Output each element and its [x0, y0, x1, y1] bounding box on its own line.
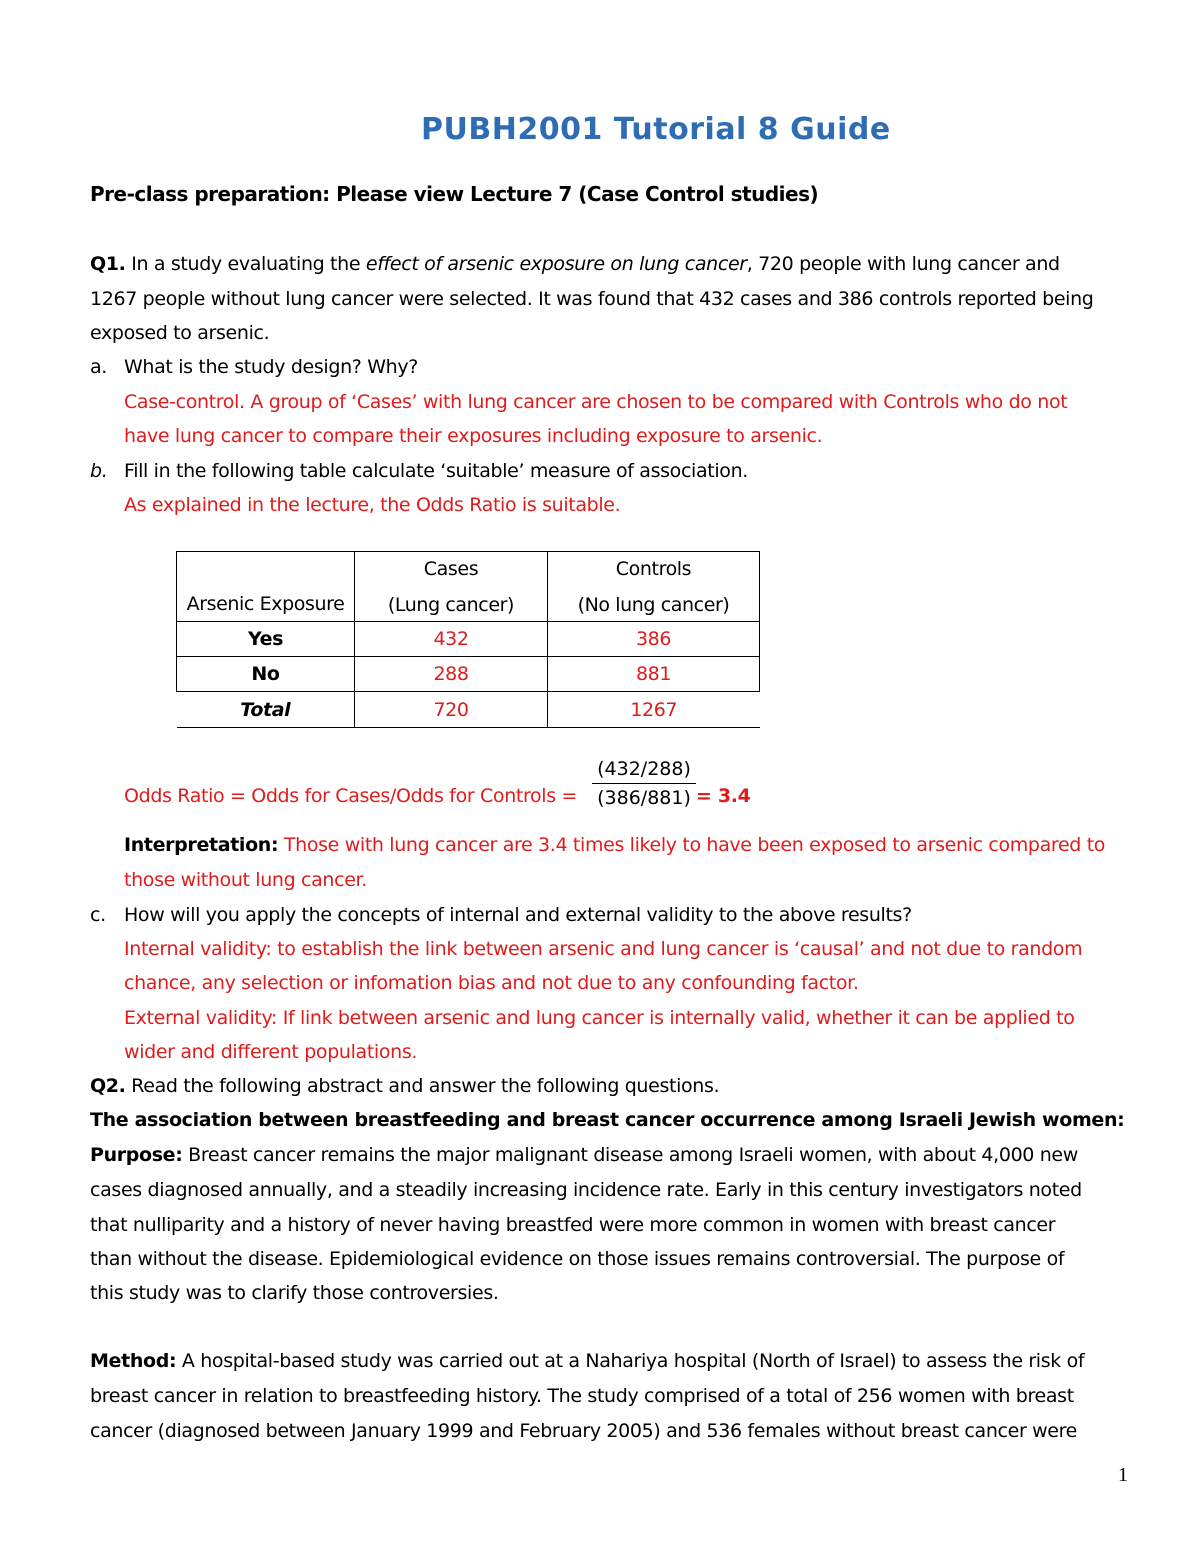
q2-line [90, 1077, 719, 1096]
method-line-3: cancer (diagnosed between January 1999 and February 2005) and 536 females without breast cancer were [90, 1420, 1078, 1442]
header-controls-line2: (No lung cancer) [577, 593, 730, 616]
purpose-line-2: cases diagnosed annually, and a steadily increasing incidence rate. Early in this century investigators noted [90, 1179, 1082, 1201]
header-exposure-label: Arsenic Exposure [186, 593, 345, 615]
row-label: Yes [177, 622, 355, 657]
q1a-marker: a. [90, 356, 107, 378]
header-controls [548, 552, 760, 622]
method-line-1 [90, 1352, 1084, 1371]
method-line-2: breast cancer in relation to breastfeeding history. The study comprised of a total of 256 women with breast [90, 1385, 1074, 1407]
q1-line-2: 1267 people without lung cancer were selected. It was found that 432 cases and 386 controls reported being [90, 288, 1094, 310]
abstract-title: The association between breastfeeding and breast cancer occurrence among Israeli Jewish women: [90, 1109, 1125, 1131]
q1-line-3: exposed to arsenic. [90, 322, 270, 344]
purpose-line-1 [90, 1146, 1078, 1165]
purpose-text-1: Breast cancer remains the major malignant disease among Israeli women, with about 4,000 new [182, 1144, 1078, 1166]
row-cases: 288 [355, 657, 548, 692]
q1b-marker: b. [90, 460, 108, 482]
interpretation-text-1: Those with lung cancer are 3.4 times likely to have been exposed to arsenic compared to [278, 834, 1106, 856]
table-row [177, 657, 760, 692]
external-validity-1: External validity: If link between arsenic and lung cancer is internally valid, whether it can be applied to [124, 1007, 1075, 1029]
header-cases-line1: Cases [423, 557, 479, 580]
q1-line-1 [90, 255, 1060, 274]
purpose-line-3: that nulliparity and a history of never having breastfed were more common in women with breast cancer [90, 1214, 1056, 1236]
q1b-answer: As explained in the lecture, the Odds Ratio is suitable. [124, 494, 621, 516]
odds-denominator: (386/881) [597, 787, 691, 809]
row-label: Total [177, 692, 355, 728]
purpose-label: Purpose: [90, 1144, 183, 1166]
interpretation-line-2: those without lung cancer. [124, 869, 367, 891]
row-cases: 720 [355, 692, 548, 728]
table-row [177, 692, 760, 728]
exposure-table [176, 551, 760, 728]
q1c-marker: c. [90, 904, 106, 926]
header-exposure [177, 552, 355, 622]
row-cases: 432 [355, 622, 548, 657]
q1-label: Q1. [90, 253, 126, 275]
page-number: 1 [1118, 1464, 1128, 1486]
q1-text-pre: In a study evaluating the [125, 253, 366, 275]
internal-validity-2: chance, any selection or infomation bias and not due to any confounding factor. [124, 972, 859, 994]
q1a-question: What is the study design? Why? [124, 356, 418, 378]
q1a-answer-1: Case-control. A group of ‘Cases’ with lung cancer are chosen to be compared with Controls who do not [124, 391, 1068, 413]
q1c-question: How will you apply the concepts of internal and external validity to the above results? [124, 904, 912, 926]
odds-ratio-label: Odds Ratio = Odds for Cases/Odds for Controls = [124, 785, 578, 807]
header-cases [355, 552, 548, 622]
q1-text-italic: effect of arsenic exposure on lung cancer [365, 253, 747, 275]
header-controls-line1: Controls [615, 557, 692, 580]
purpose-line-5: this study was to clarify those controversies. [90, 1282, 499, 1304]
table-row [177, 622, 760, 657]
fraction-bar [592, 783, 696, 784]
internal-validity-1: Internal validity: to establish the link between arsenic and lung cancer is ‘causal’ and not due to random [124, 938, 1083, 960]
external-validity-2: wider and different populations. [124, 1041, 418, 1063]
odds-numerator: (432/288) [597, 758, 691, 780]
q1b-question: Fill in the following table calculate ‘suitable’ measure of association. [124, 460, 748, 482]
method-label: Method: [90, 1350, 177, 1372]
row-controls: 881 [548, 657, 760, 692]
header-cases-line2: (Lung cancer) [387, 593, 515, 616]
interpretation-line-1 [124, 836, 1105, 855]
row-label: No [177, 657, 355, 692]
q1-text-post: , 720 people with lung cancer and [746, 253, 1060, 275]
purpose-line-4: than without the disease. Epidemiological evidence on those issues remains controversial. The purpose of [90, 1248, 1065, 1270]
interpretation-label: Interpretation: [124, 834, 279, 856]
odds-ratio-result: = 3.4 [696, 785, 751, 807]
row-controls: 386 [548, 622, 760, 657]
preclass-heading: Pre-class preparation: Please view Lecture 7 (Case Control studies) [90, 182, 819, 206]
row-controls: 1267 [630, 698, 678, 721]
q1a-answer-2: have lung cancer to compare their exposures including exposure to arsenic. [124, 425, 823, 447]
page-title: PUBH2001 Tutorial 8 Guide [421, 112, 891, 147]
method-text-1: A hospital-based study was carried out at a Nahariya hospital (North of Israel) to assess the risk of [176, 1350, 1085, 1372]
q2-intro: Read the following abstract and answer the following questions. [125, 1075, 720, 1097]
odds-ratio-fraction [592, 758, 696, 809]
q2-label: Q2. [90, 1075, 126, 1097]
